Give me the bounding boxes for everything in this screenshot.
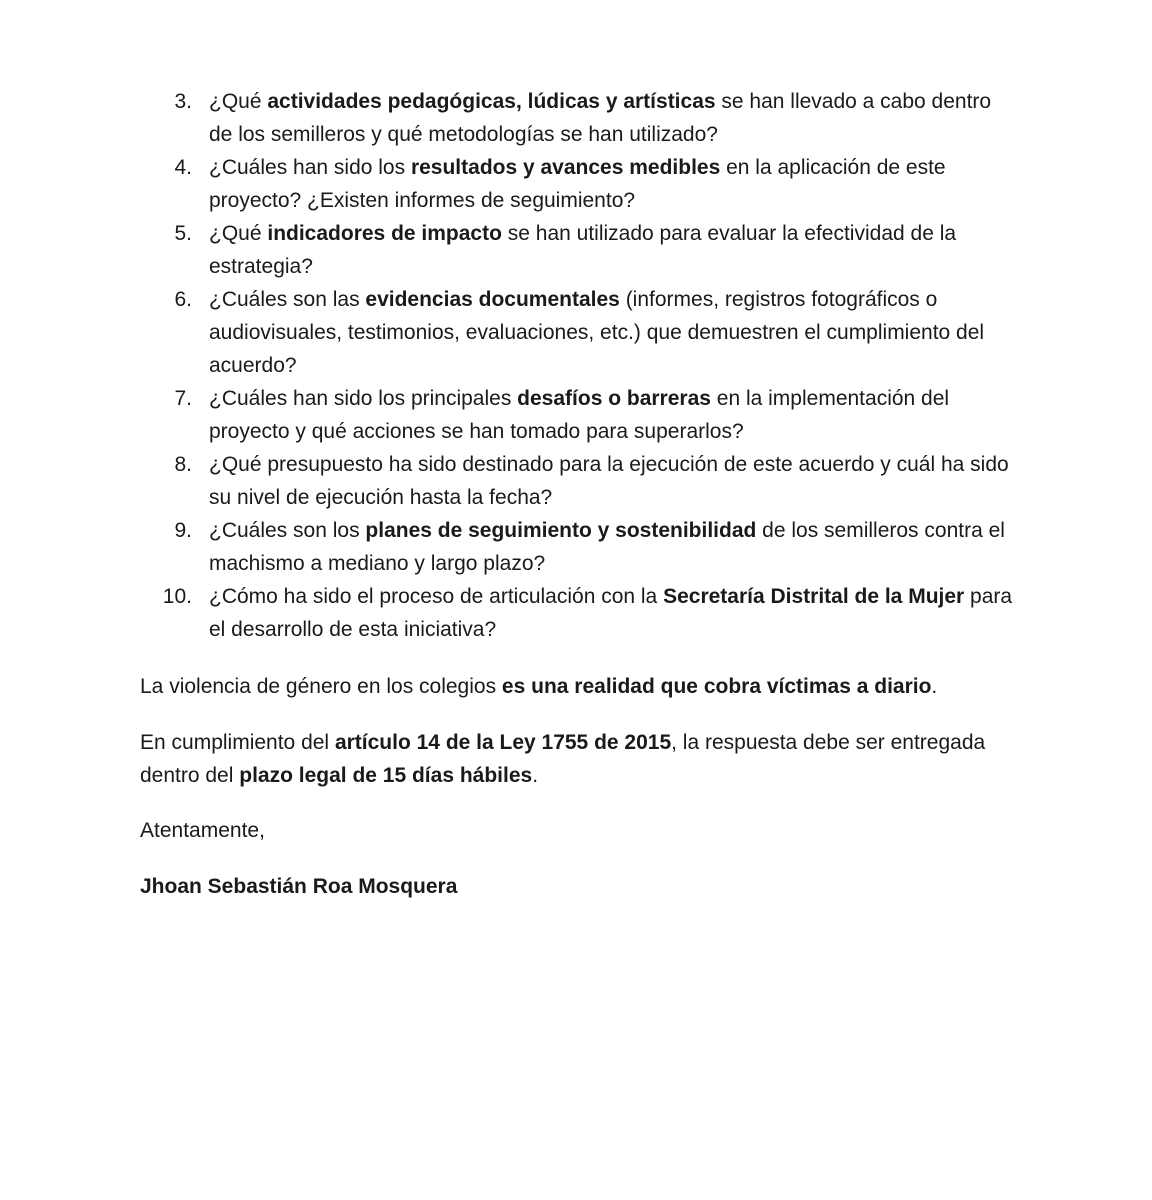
question-text: ¿Cuáles son los — [209, 519, 366, 542]
question-text: ¿Qué — [209, 222, 268, 245]
law-text-1: En cumplimiento del — [140, 731, 335, 754]
question-item — [140, 580, 1020, 646]
question-item — [140, 382, 1020, 448]
question-text: se han utilizado para evaluar la efectividad de la estrategia? — [209, 222, 957, 278]
law-paragraph — [140, 726, 1020, 792]
question-number: 10. — [162, 585, 192, 608]
question-item — [140, 217, 1020, 283]
question-emphasis: planes de seguimiento y sostenibilidad — [365, 519, 757, 542]
signature-text: Jhoan Sebastián Roa Mosquera — [140, 875, 458, 898]
closing-salutation: Atentamente, — [140, 819, 265, 842]
question-number: 4. — [174, 156, 192, 179]
question-item — [140, 85, 1020, 151]
violence-text: La violencia de género en los colegios — [140, 675, 502, 698]
question-number: 5. — [174, 222, 192, 245]
question-emphasis: actividades pedagógicas, lúdicas y artísticas — [267, 90, 716, 113]
signature-name — [140, 870, 1020, 903]
question-item — [140, 448, 1020, 514]
law-period: . — [532, 764, 539, 787]
question-text: ¿Cómo ha sido el proceso de articulación con la — [209, 585, 664, 608]
question-emphasis: resultados y avances medibles — [410, 156, 721, 179]
question-item — [140, 283, 1020, 382]
question-number: 7. — [174, 387, 192, 410]
question-text: en la implementación del proyecto y qué acciones se han tomado para superarlos? — [209, 387, 950, 443]
question-text: (informes, registros fotográficos o audiovisuales, testimonios, evaluaciones, etc.) que demuestren el cumplimiento del acuerdo? — [209, 288, 985, 377]
question-text: de los semilleros contra el machismo a mediano y largo plazo? — [209, 519, 1005, 575]
question-text: se han llevado a cabo dentro de los semilleros y qué metodologías se han utilizado? — [209, 90, 992, 146]
violence-emphasis: es una realidad que cobra víctimas a diario — [501, 675, 932, 698]
question-number: 3. — [174, 90, 192, 113]
question-item — [140, 514, 1020, 580]
question-number: 6. — [174, 288, 192, 311]
law-article-ref: artículo 14 de la Ley 1755 de 2015 — [334, 731, 672, 754]
question-text: ¿Cuáles son las — [209, 288, 366, 311]
question-text: ¿Qué — [209, 90, 268, 113]
question-number: 9. — [174, 519, 192, 542]
question-text: ¿Cuáles han sido los — [209, 156, 411, 179]
question-number: 8. — [174, 453, 192, 476]
question-text: en la aplicación de este proyecto? ¿Existen informes de seguimiento? — [209, 156, 946, 212]
question-item — [140, 151, 1020, 217]
question-emphasis: evidencias documentales — [365, 288, 620, 311]
question-emphasis: indicadores de impacto — [267, 222, 502, 245]
law-text-2: , la respuesta debe ser entregada dentro del — [140, 731, 986, 787]
question-list — [140, 85, 1020, 646]
violence-period: . — [931, 675, 938, 698]
question-emphasis: desafíos o barreras — [517, 387, 711, 410]
question-text: ¿Cuáles han sido los principales — [209, 387, 518, 410]
question-emphasis: Secretaría Distrital de la Mujer — [663, 585, 965, 608]
law-deadline: plazo legal de 15 días hábiles — [239, 764, 533, 787]
violence-paragraph — [140, 670, 1020, 703]
question-text: ¿Qué presupuesto ha sido destinado para la ejecución de este acuerdo y cuál ha sido su nivel de ejecución hasta la fecha? — [209, 453, 1009, 509]
question-text: para el desarrollo de esta iniciativa? — [209, 585, 1013, 641]
